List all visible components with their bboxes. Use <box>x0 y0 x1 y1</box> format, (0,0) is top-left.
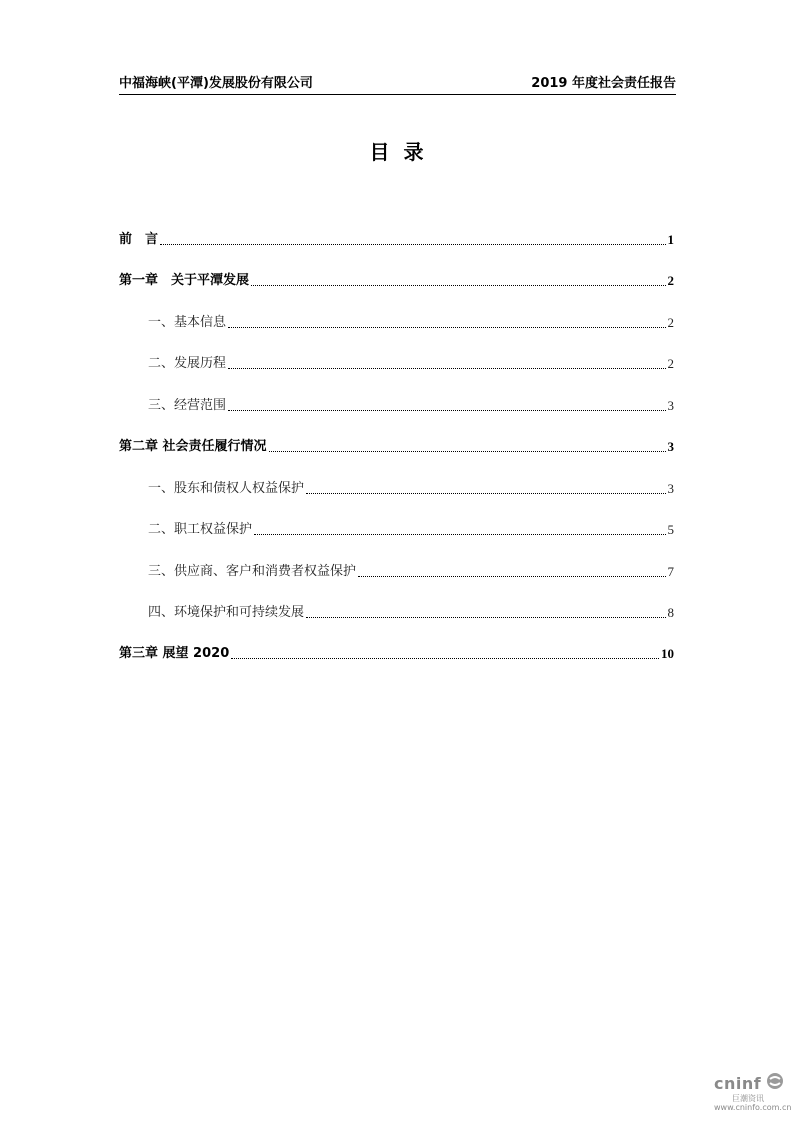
toc-entry-page: 5 <box>667 522 674 537</box>
page-title: 目录 <box>369 140 438 164</box>
toc-entry-chapter-3[interactable] <box>119 642 674 662</box>
toc-leader-dots <box>358 576 665 577</box>
toc-entry-chapter-2[interactable] <box>119 435 674 455</box>
watermark-sub: 巨潮资讯 <box>732 1094 764 1103</box>
toc-entry-label: 二、发展历程 <box>148 356 227 371</box>
toc-entry-page: 3 <box>667 398 674 413</box>
toc-leader-dots <box>269 451 666 452</box>
toc-entry-page: 3 <box>667 439 674 454</box>
toc-entry-preface[interactable] <box>119 228 674 248</box>
toc-entry-shareholders[interactable] <box>119 477 674 497</box>
watermark-url: www.cninfo.com.cn <box>714 1103 792 1112</box>
cninf-logo-icon <box>766 1072 784 1090</box>
toc-leader-dots <box>254 534 665 535</box>
toc-entry-page: 3 <box>667 481 674 496</box>
page-header <box>119 76 676 95</box>
toc-leader-dots <box>306 617 665 618</box>
toc-entry-label: 第三章 展望 2020 <box>119 646 230 661</box>
toc-entry-label: 三、供应商、客户和消费者权益保护 <box>148 564 357 579</box>
toc-entry-chapter-1[interactable] <box>119 269 674 289</box>
toc-entry-suppliers-customers[interactable] <box>119 560 674 580</box>
toc-entry-label: 一、股东和债权人权益保护 <box>148 481 305 496</box>
toc-entry-page: 2 <box>667 315 674 330</box>
watermark-brand: cninf <box>714 1074 762 1093</box>
toc-entry-label: 第二章 社会责任履行情况 <box>119 439 267 454</box>
toc-entry-label: 二、职工权益保护 <box>148 522 253 537</box>
cninfo-watermark <box>708 1066 792 1114</box>
toc-entry-employees[interactable] <box>119 518 674 538</box>
toc-leader-dots <box>306 493 665 494</box>
header-company: 中福海峡(平潭)发展股份有限公司 <box>119 76 313 91</box>
toc-leader-dots <box>231 658 659 659</box>
toc-leader-dots <box>228 410 665 411</box>
toc-entry-label: 第一章 关于平潭发展 <box>119 273 250 288</box>
toc-entry-label: 前 言 <box>119 232 159 247</box>
toc-entry-page: 2 <box>667 273 674 288</box>
toc-entry-basic-info[interactable] <box>119 311 674 331</box>
toc-leader-dots <box>251 285 665 286</box>
toc-entry-page: 8 <box>667 605 674 620</box>
toc-entry-label: 四、环境保护和可持续发展 <box>148 605 305 620</box>
toc-entry-history[interactable] <box>119 352 674 372</box>
toc-entry-business-scope[interactable] <box>119 394 674 414</box>
toc-entry-page: 2 <box>667 356 674 371</box>
toc-entry-page: 10 <box>661 646 674 661</box>
toc-leader-dots <box>160 244 665 245</box>
toc-entry-page: 1 <box>667 232 674 247</box>
toc-entry-environment[interactable] <box>119 601 674 621</box>
toc-entry-label: 一、基本信息 <box>148 315 227 330</box>
toc-entry-label: 三、经营范围 <box>148 398 227 413</box>
toc-entry-page: 7 <box>667 564 674 579</box>
toc-leader-dots <box>228 368 665 369</box>
header-report-title: 2019 年度社会责任报告 <box>531 76 676 91</box>
toc-leader-dots <box>228 327 665 328</box>
